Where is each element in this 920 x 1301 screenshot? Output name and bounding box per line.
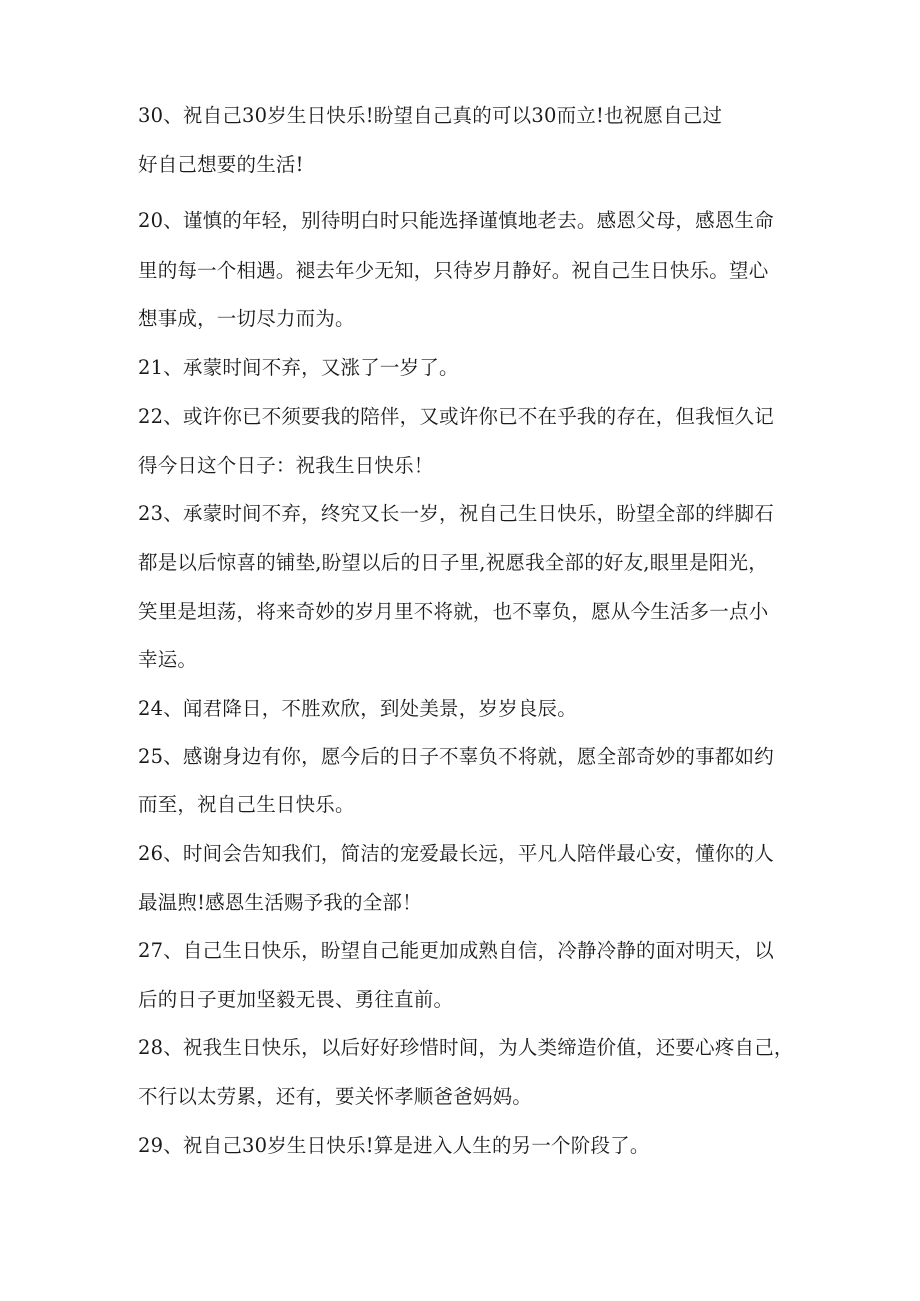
paragraph-26-line-2: 最温煦!感恩生活赐予我的全部！ [138,891,422,914]
paragraph-29-line-1: 29、祝自己30岁生日快乐!算是进入人生的另一个阶段了。 [138,1134,650,1157]
paragraph-27-line-1: 27、自己生日快乐，盼望自己能更加成熟自信，冷静冷静的面对明天，以 [138,939,774,962]
paragraph-20-line-1: 20、谨慎的年轻，别待明白时只能选择谨慎地老去。感恩父母，感恩生命 [138,209,774,232]
paragraph-25-line-1: 25、感谢身边有你，愿今后的日子不辜负不将就，愿全部奇妙的事都如约 [138,745,774,768]
paragraph-23-line-4: 幸运。 [138,648,198,671]
paragraph-22-line-2: 得今日这个日子：祝我生日快乐！ [138,454,434,477]
paragraph-23-line-3: 笑里是坦荡，将来奇妙的岁月里不将就，也不辜负，愿从今生活多一点小 [138,600,769,623]
paragraph-30-line-2: 好自己想要的生活! [138,153,304,176]
paragraph-25-line-2: 而至，祝自己生日快乐。 [138,793,355,816]
paragraph-30-line-1: 30、祝自己30岁生日快乐!盼望自己真的可以30而立!也祝愿自己过 [138,104,723,127]
paragraph-27-line-2: 后的日子更加坚毅无畏、勇往直前。 [138,988,454,1011]
paragraph-20-line-3: 想事成，一切尽力而为。 [138,307,355,330]
paragraph-23-line-2: 都是以后惊喜的铺垫,盼望以后的日子里,祝愿我全部的好友,眼里是阳光， [138,551,768,574]
paragraph-28-line-1: 28、祝我生日快乐，以后好好珍惜时间，为人类缔造价值，还要心疼自己， [138,1036,794,1059]
paragraph-28-line-2: 不行以太劳累，还有，要关怀孝顺爸爸妈妈。 [138,1085,533,1108]
paragraph-22-line-1: 22、或许你已不须要我的陪伴，又或许你已不在乎我的存在，但我恒久记 [138,405,774,428]
paragraph-20-line-2: 里的每一个相遇。褪去年少无知，只待岁月静好。祝自己生日快乐。望心 [138,259,769,282]
paragraph-23-line-1: 23、承蒙时间不弃，终究又长一岁，祝自己生日快乐，盼望全部的绊脚石 [138,502,774,525]
paragraph-26-line-1: 26、时间会告知我们，简洁的宠爱最长远，平凡人陪伴最心安，懂你的人 [138,842,774,865]
paragraph-24-line-1: 24、闻君降日，不胜欢欣，到处美景，岁岁良辰。 [138,697,577,720]
paragraph-21-line-1: 21、承蒙时间不弃，又涨了一岁了。 [138,356,459,379]
